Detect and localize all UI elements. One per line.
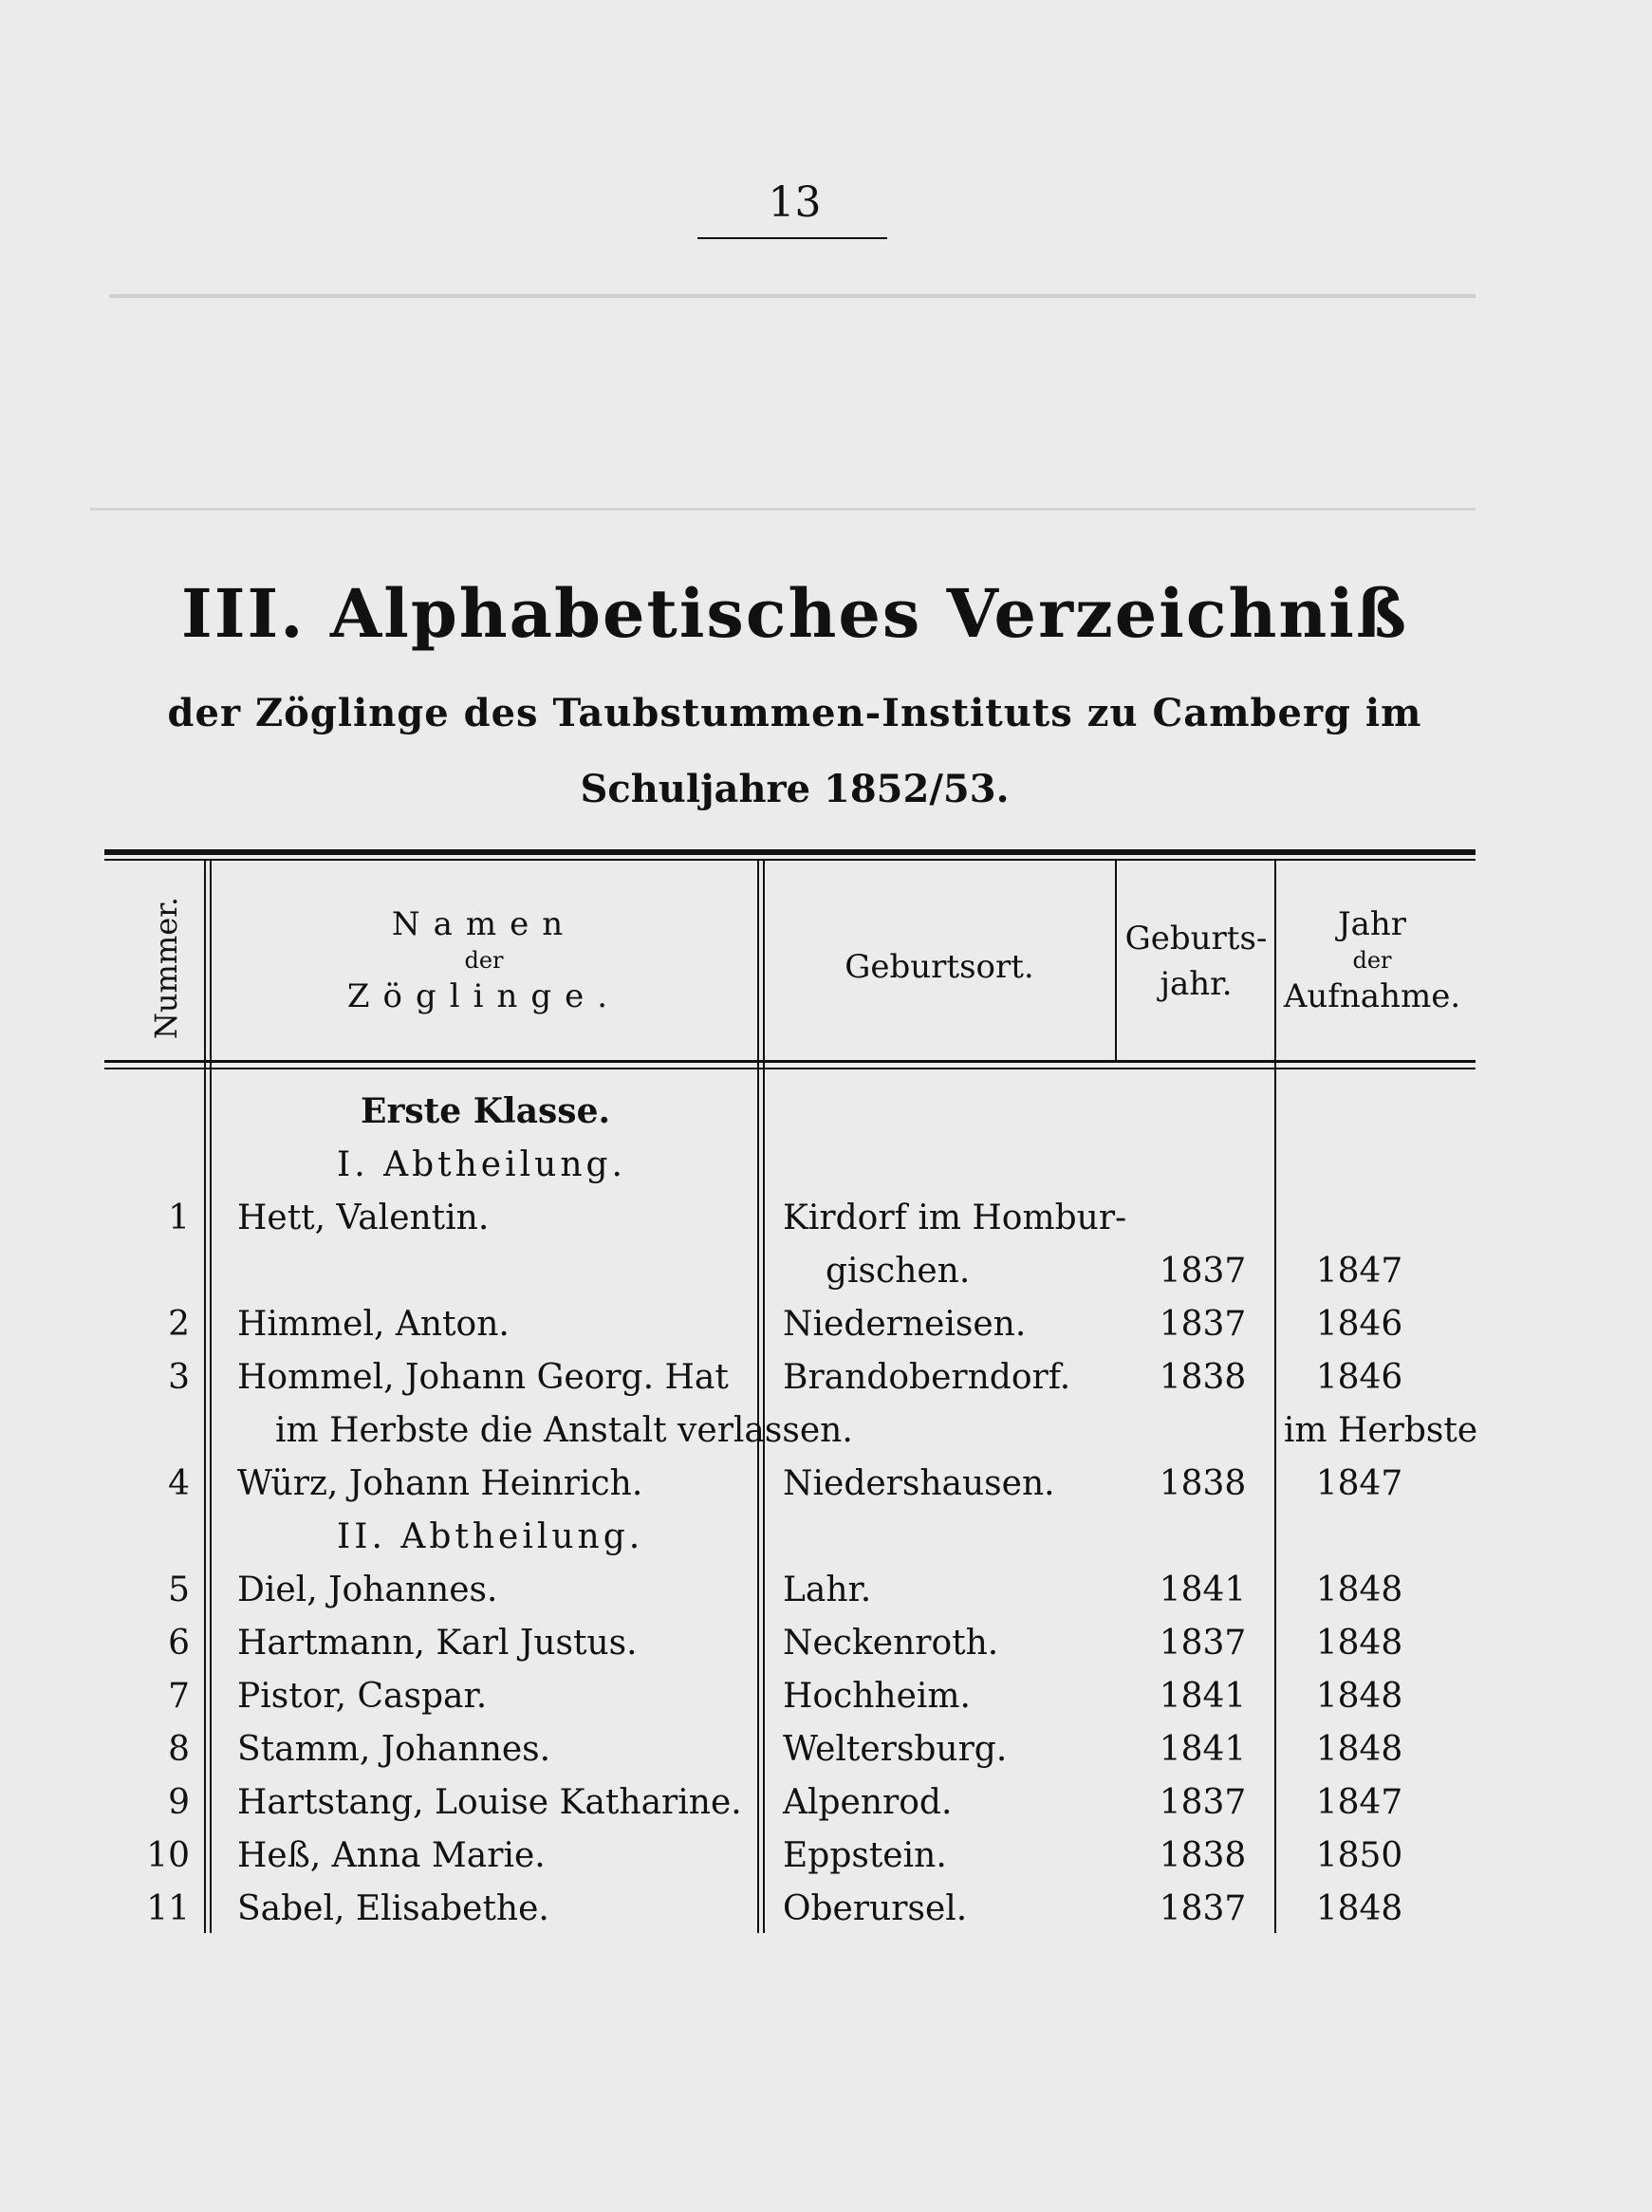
table-row-continuation: gischen. 1837 1847 [826,1252,1403,1291]
table-row: 9 Hartstang, Louise Katharine. Alpenrod. 1837 1847 [168,1783,1403,1822]
header-geburtsjahr: Geburts- jahr. [1124,920,1268,1003]
header-bottom-rule-thin [104,1068,1476,1069]
header-namen: Namen der Zöglinge. [346,905,622,1015]
subtitle-line-1: der Zöglinge des Taubstummen-Instituts zu Camberg im [167,691,1422,735]
table-row: 7 Pistor, Caspar. Hochheim. 1841 1848 [168,1677,1403,1716]
header-geburtsort: Geburtsort. [845,948,1034,986]
page-number: 13 [768,178,822,227]
table-row: 1 Hett, Valentin. Kirdorf im Hombur- [168,1199,1127,1237]
table-row: 6 Hartmann, Karl Justus. Neckenroth. 1837 1848 [168,1624,1403,1663]
table-row: 2 Himmel, Anton. Niederneisen. 1837 1846 [168,1305,1403,1344]
table-top-rule-thin [104,859,1476,861]
column-divider [1115,861,1117,1060]
class-heading: Erste Klasse. [361,1091,611,1131]
table-row: 11 Sabel, Elisabethe. Oberursel. 1837 1848 [146,1889,1403,1928]
table-row: 4 Würz, Johann Heinrich. Niedershausen. 1838 1847 [168,1464,1403,1503]
page-number-rule [697,237,887,239]
table-row: 8 Stamm, Johannes. Weltersburg. 1841 1848 [168,1730,1403,1769]
header-aufnahme: Jahr der Aufnahme. [1283,905,1461,1015]
header-bottom-rule [104,1060,1476,1063]
bleed-through-rule [90,508,1476,511]
table-row: 10 Heß, Anna Marie. Eppstein. 1838 1850 [146,1836,1403,1875]
table-row-continuation: im Herbste die Anstalt verlassen. im Herbste [275,1411,1478,1450]
section-heading-1: I. Abtheilung. [337,1145,626,1184]
section-heading-2: II. Abtheilung. [337,1517,644,1556]
table-row: 3 Hommel, Johann Georg. Hat Brandoberndorf. 1838 1846 [168,1358,1403,1397]
bleed-through-rule [109,294,1476,298]
page-title: III. Alphabetisches Verzeichniß [180,574,1409,653]
table-row: 5 Diel, Johannes. Lahr. 1841 1848 [168,1571,1403,1609]
subtitle-line-2: Schuljahre 1852/53. [580,767,1010,811]
table-top-rule [104,849,1476,855]
header-nummer: Nummer. [148,896,184,1040]
